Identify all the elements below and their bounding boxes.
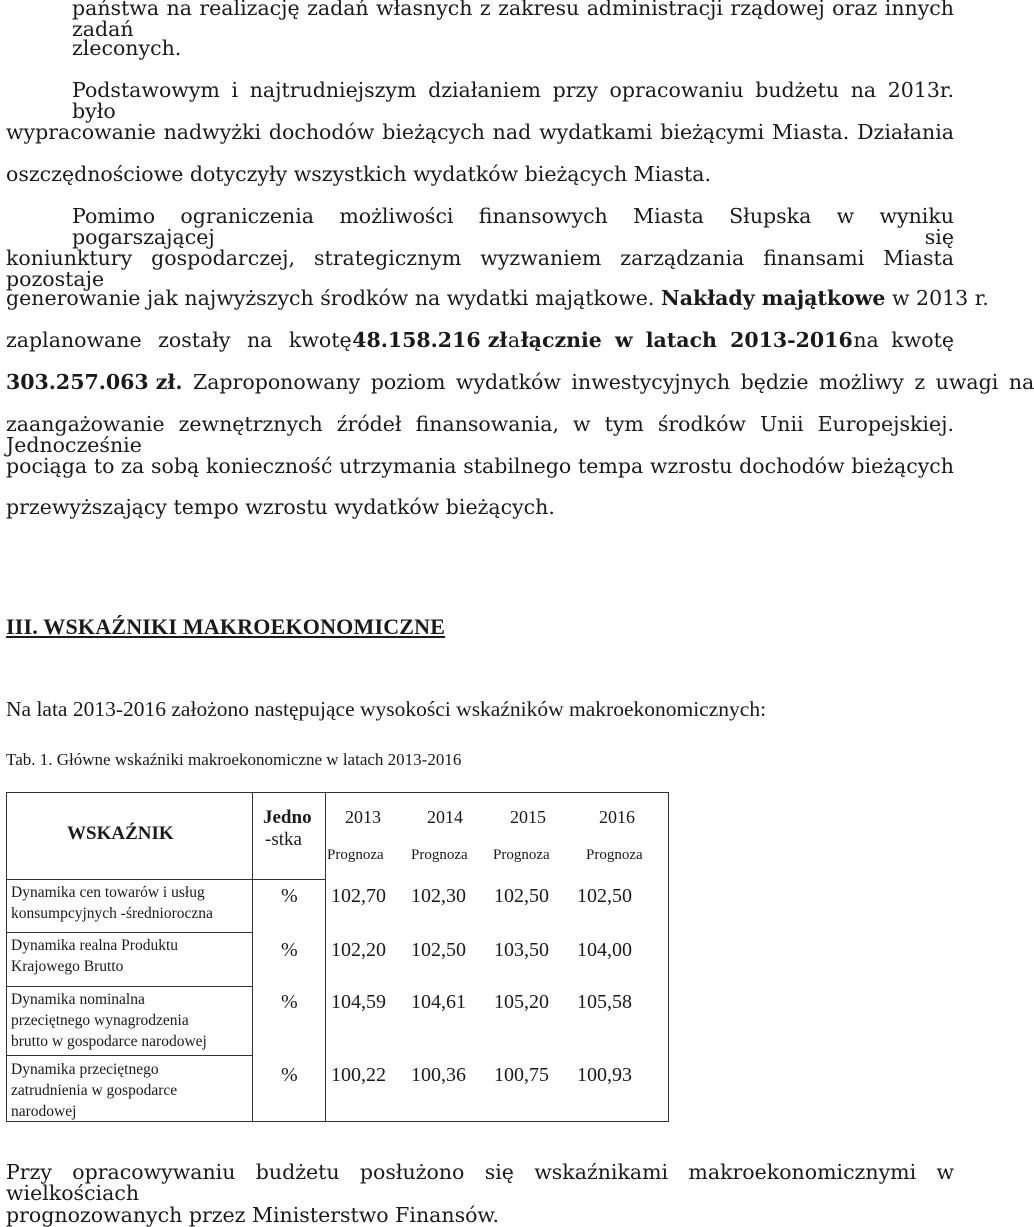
row-value: 102,20 (331, 939, 386, 961)
row-value: 104,00 (577, 939, 632, 961)
forecast-label: Prognoza (411, 847, 468, 863)
year-2013: 2013 (345, 807, 381, 827)
text-run: a (507, 328, 521, 352)
name-line: brutto w gospodarce narodowej (11, 1033, 207, 1050)
paragraph-line (6, 372, 1034, 393)
section-heading (6, 614, 445, 640)
row-value: 104,59 (331, 991, 386, 1013)
row-value: 105,20 (494, 991, 549, 1013)
name-line: Dynamika cen towarów i usług (11, 884, 205, 901)
row-unit: % (281, 939, 298, 961)
row-indicator-name (11, 1059, 177, 1122)
row-value: 103,50 (494, 939, 549, 961)
header-indicator: WSKAŹNIK (67, 823, 174, 844)
forecast-label: Prognoza (327, 847, 384, 863)
row-value: 102,50 (494, 885, 549, 907)
bold-run: 303.257.063 zł. (6, 370, 183, 394)
paragraph-line: państwa na realizację zadań własnych z zakresu administracji rządowej oraz innych zadań (72, 0, 954, 41)
row-value: 102,50 (411, 939, 466, 961)
row-indicator-name (11, 882, 213, 924)
indicators-table (6, 792, 669, 1122)
paragraph-line: prognozowanych przez Ministerstwo Finansów. (6, 1203, 500, 1227)
paragraph-line: koniunktury gospodarczej, strategicznym wyzwaniem zarządzania finansami Miasta pozostaje (6, 246, 954, 291)
name-line: zatrudnienia w gospodarce (11, 1082, 178, 1099)
paragraph-line: Przy opracowywaniu budżetu posłużono się wskaźnikami makroekonomicznymi w wielkościach (6, 1160, 954, 1205)
name-line: Dynamika nominalna (11, 991, 145, 1008)
row-indicator-name (11, 989, 207, 1052)
text-run: zaplanowane zostały na kwotę (6, 328, 352, 352)
forecast-label: Prognoza (586, 847, 643, 863)
forecast-label: Prognoza (493, 847, 550, 863)
table-divider (325, 793, 326, 1121)
name-line: przeciętnego wynagrodzenia (11, 1012, 189, 1029)
table-divider (252, 793, 253, 1121)
paragraph-line: pociąga to za sobą konieczność utrzymania stabilnego tempa wzrostu dochodów bieżących (6, 454, 954, 478)
year-2016: 2016 (599, 807, 635, 827)
paragraph-line: zleconych. (72, 36, 182, 60)
row-unit: % (281, 885, 298, 907)
row-value: 102,70 (331, 885, 386, 907)
text-run: na kwotę (853, 328, 954, 352)
paragraph-line: wypracowanie nadwyżki dochodów bieżących nad wydatkami bieżącymi Miasta. Działania (6, 120, 954, 144)
header-unit: -stka (265, 829, 302, 850)
row-value: 102,30 (411, 885, 466, 907)
row-value: 100,75 (494, 1064, 549, 1086)
name-line: konsumpcyjnych -średnioroczna (11, 905, 213, 922)
intro-text: Na lata 2013-2016 założono następujące wysokości wskaźników makroekonomicznych: (6, 697, 767, 721)
paragraph-line (6, 330, 954, 351)
bold-run: Nakłady majątkowe (660, 286, 886, 310)
table-divider (7, 1055, 252, 1056)
text-run: generowanie jak najwyższych środków na wydatki majątkowe. (6, 286, 655, 310)
bold-run: 48.158.216 zł (352, 328, 508, 352)
paragraph-line: przewyższający tempo wzrostu wydatków bieżących. (6, 495, 555, 519)
row-indicator-name (11, 935, 178, 977)
paragraph-line: oszczędnościowe dotyczyły wszystkich wydatków bieżących Miasta. (6, 162, 712, 186)
row-value: 105,58 (577, 991, 632, 1013)
row-value: 100,93 (577, 1064, 632, 1086)
section-heading-text: III. WSKAŹNIKI MAKROEKONOMICZNE (6, 614, 446, 639)
row-unit: % (281, 991, 298, 1013)
name-line: Krajowego Brutto (11, 958, 124, 975)
paragraph-line (6, 288, 989, 309)
row-value: 100,22 (331, 1064, 386, 1086)
row-value: 104,61 (411, 991, 466, 1013)
header-unit: Jedno (263, 807, 312, 828)
table-caption: Tab. 1. Główne wskaźniki makroekonomiczne w latach 2013-2016 (6, 750, 462, 769)
text-run: w 2013 r. (885, 286, 989, 310)
table-divider (7, 986, 252, 987)
year-2014: 2014 (427, 807, 463, 827)
text-run: Zaproponowany poziom wydatków inwestycyjnych będzie możliwy z uwagi na (182, 370, 1034, 394)
row-value: 102,50 (577, 885, 632, 907)
row-value: 100,36 (411, 1064, 466, 1086)
paragraph-line: zaangażowanie zewnętrznych źródeł finansowania, w tym środków Unii Europejskiej. Jednocześnie (6, 412, 954, 457)
row-unit: % (281, 1064, 298, 1086)
name-line: narodowej (11, 1103, 77, 1120)
paragraph-line: Pomimo ograniczenia możliwości finansowych Miasta Słupska w wyniku pogarszającej się (72, 204, 954, 249)
paragraph-line: Podstawowym i najtrudniejszym działaniem przy opracowaniu budżetu na 2013r. było (72, 78, 954, 123)
name-line: Dynamika przeciętnego (11, 1061, 159, 1078)
table-divider (7, 932, 252, 933)
year-2015: 2015 (510, 807, 546, 827)
table-divider (7, 879, 325, 880)
bold-run: łącznie w latach 2013-2016 (520, 328, 853, 352)
name-line: Dynamika realna Produktu (11, 937, 179, 954)
